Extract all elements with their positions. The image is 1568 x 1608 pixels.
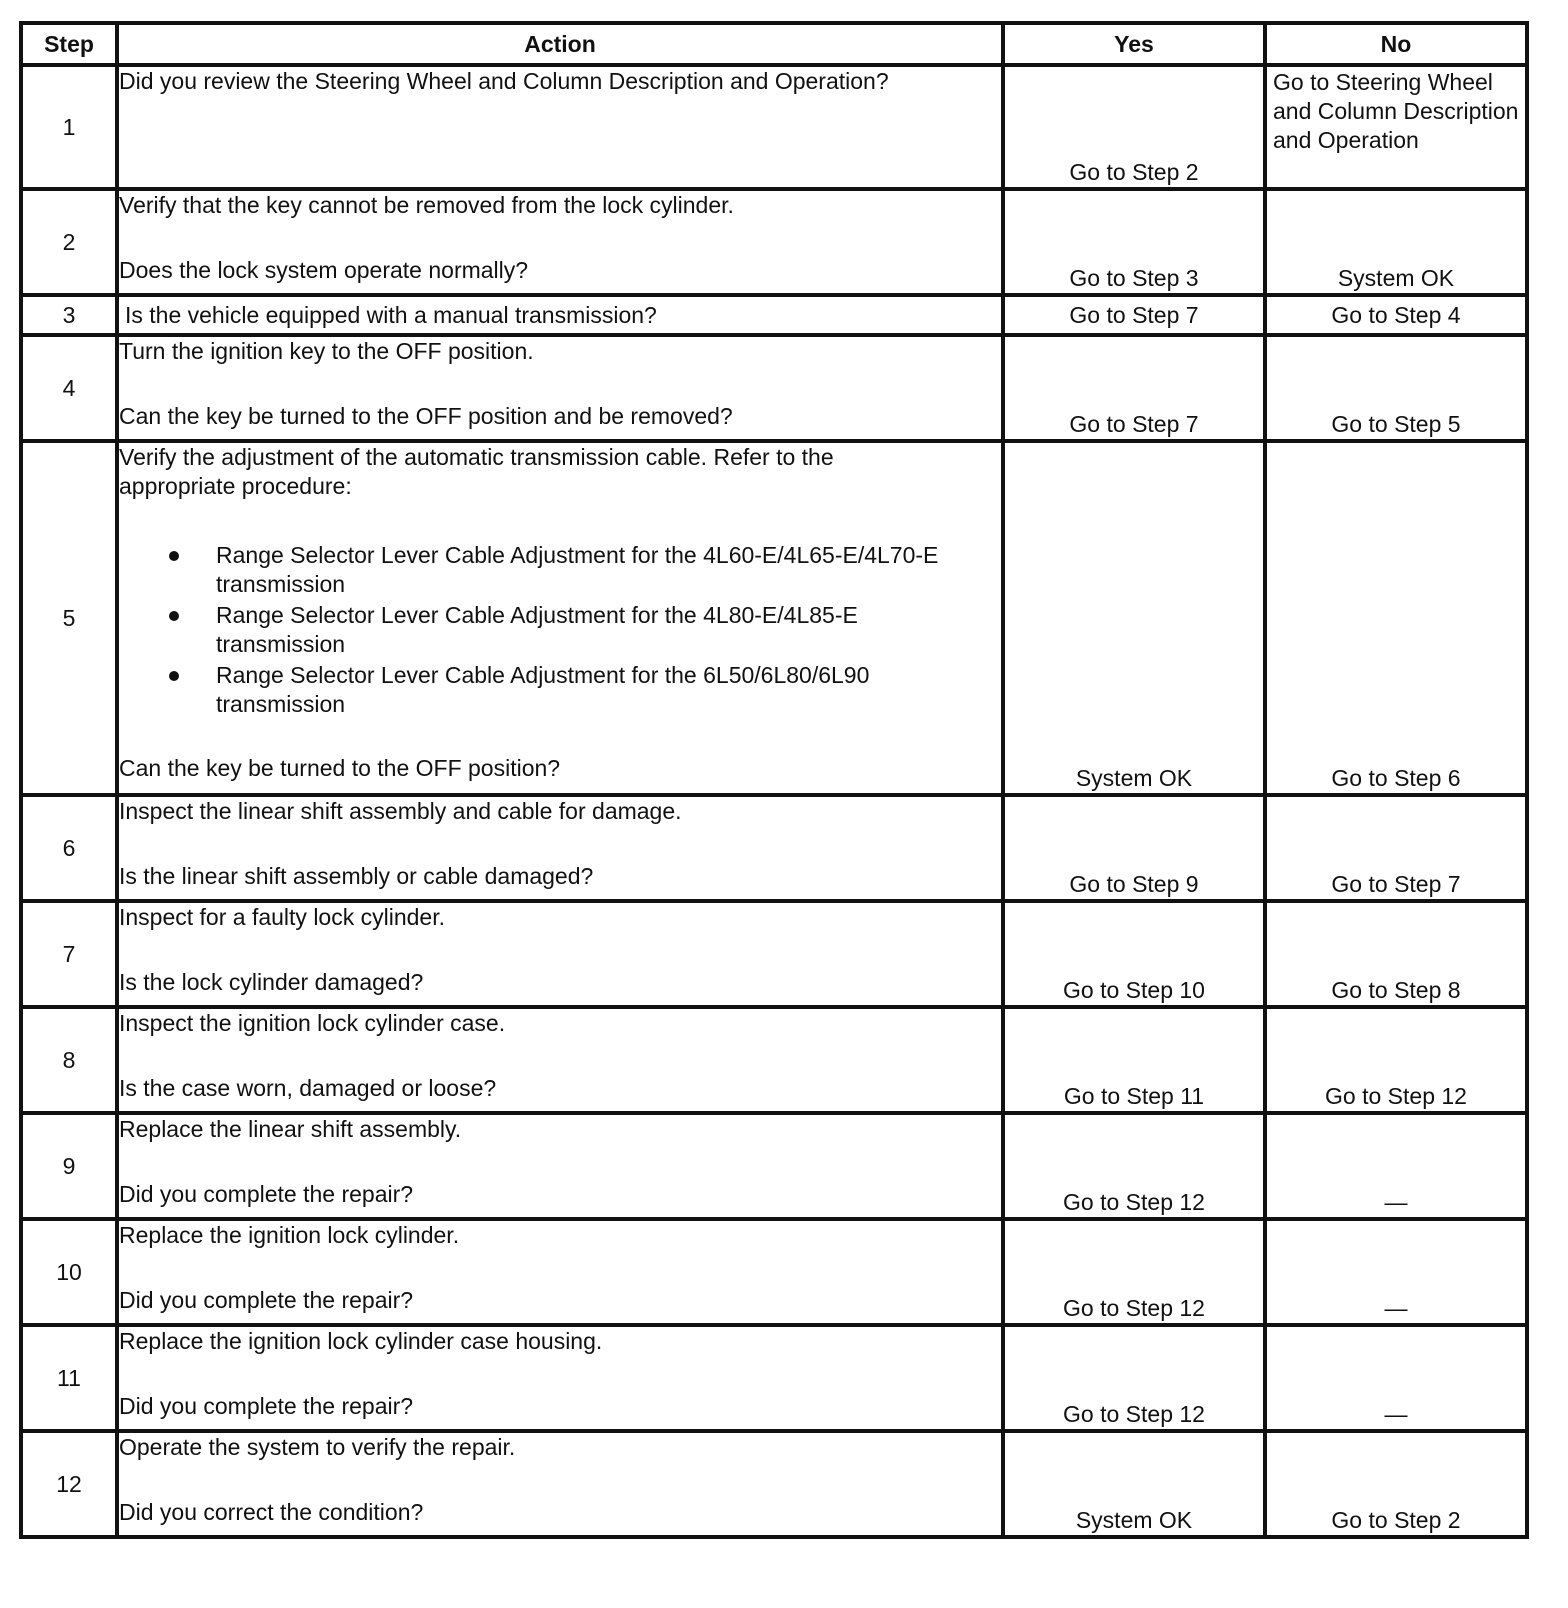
step-number: 2 bbox=[21, 189, 117, 295]
action-text: Did you review the Steering Wheel and Column Description and Operation? bbox=[119, 68, 889, 94]
step-number: 4 bbox=[21, 335, 117, 441]
procedure-item bbox=[216, 601, 961, 659]
step-number: 3 bbox=[21, 295, 117, 335]
yes-cell: Go to Step 7 bbox=[1003, 335, 1265, 441]
action-text: Replace the ignition lock cylinder case housing. bbox=[119, 1328, 603, 1354]
no-cell: — bbox=[1265, 1113, 1527, 1219]
yes-cell: Go to Step 7 bbox=[1003, 295, 1265, 335]
step-number: 10 bbox=[21, 1219, 117, 1325]
action-cell bbox=[117, 1113, 1003, 1219]
table-row bbox=[21, 795, 1527, 901]
step-number: 8 bbox=[21, 1007, 117, 1113]
table-row bbox=[21, 1219, 1527, 1325]
procedure-item bbox=[216, 661, 961, 719]
diagnostic-table bbox=[19, 21, 1529, 1539]
no-cell: Go to Step 2 bbox=[1265, 1431, 1527, 1537]
no-cell: Go to Step 6 bbox=[1265, 441, 1527, 795]
diagnostic-table-container bbox=[19, 21, 1529, 1539]
table-row bbox=[21, 901, 1527, 1007]
action-question: Can the key be turned to the OFF position? bbox=[119, 755, 561, 781]
action-cell bbox=[117, 65, 1003, 189]
action-text: Turn the ignition key to the OFF position. bbox=[119, 338, 534, 364]
yes-cell: Go to Step 2 bbox=[1003, 65, 1265, 189]
table-row bbox=[21, 441, 1527, 795]
header-action: Action bbox=[117, 23, 1003, 65]
action-cell bbox=[117, 1325, 1003, 1431]
action-text: Inspect the linear shift assembly and cable for damage. bbox=[119, 798, 682, 824]
yes-cell: Go to Step 9 bbox=[1003, 795, 1265, 901]
no-cell: — bbox=[1265, 1219, 1527, 1325]
no-cell: Go to Step 8 bbox=[1265, 901, 1527, 1007]
yes-cell: Go to Step 12 bbox=[1003, 1219, 1265, 1325]
no-cell: Go to Steering Wheel and Column Description and Operation bbox=[1265, 65, 1527, 189]
action-question: Did you complete the repair? bbox=[119, 1181, 414, 1207]
table-row bbox=[21, 1007, 1527, 1113]
procedure-text: Range Selector Lever Cable Adjustment for the 6L50/6L80/6L90 transmission bbox=[216, 662, 870, 717]
action-cell bbox=[117, 795, 1003, 901]
action-cell bbox=[117, 295, 1003, 335]
header-no: No bbox=[1265, 23, 1527, 65]
action-cell bbox=[117, 1219, 1003, 1325]
action-question: Did you correct the condition? bbox=[119, 1499, 424, 1525]
step-number: 1 bbox=[21, 65, 117, 189]
yes-cell: Go to Step 10 bbox=[1003, 901, 1265, 1007]
no-cell: Go to Step 5 bbox=[1265, 335, 1527, 441]
action-cell bbox=[117, 189, 1003, 295]
header-step: Step bbox=[21, 23, 117, 65]
yes-cell: Go to Step 3 bbox=[1003, 189, 1265, 295]
action-question: Can the key be turned to the OFF position and be removed? bbox=[119, 403, 733, 429]
step-number: 6 bbox=[21, 795, 117, 901]
procedure-list bbox=[119, 541, 1001, 719]
yes-cell: Go to Step 11 bbox=[1003, 1007, 1265, 1113]
action-question: Is the linear shift assembly or cable damaged? bbox=[119, 863, 594, 889]
action-cell bbox=[117, 1007, 1003, 1113]
action-text: Replace the linear shift assembly. bbox=[119, 1116, 462, 1142]
procedure-text: Range Selector Lever Cable Adjustment for the 4L60-E/4L65-E/4L70-E transmission bbox=[216, 542, 939, 597]
action-question: Did you complete the repair? bbox=[119, 1393, 414, 1419]
step-number: 9 bbox=[21, 1113, 117, 1219]
action-text: Is the vehicle equipped with a manual transmission? bbox=[125, 301, 657, 328]
procedure-item bbox=[216, 541, 961, 599]
table-row bbox=[21, 335, 1527, 441]
procedure-text: Range Selector Lever Cable Adjustment for the 4L80-E/4L85-E transmission bbox=[216, 602, 858, 657]
table-row bbox=[21, 1325, 1527, 1431]
yes-cell: Go to Step 12 bbox=[1003, 1325, 1265, 1431]
no-cell: Go to Step 12 bbox=[1265, 1007, 1527, 1113]
action-question: Did you complete the repair? bbox=[119, 1287, 414, 1313]
yes-cell: Go to Step 12 bbox=[1003, 1113, 1265, 1219]
action-text: Verify the adjustment of the automatic transmission cable. Refer to the appropriate procedure: bbox=[119, 444, 834, 499]
action-question: Is the lock cylinder damaged? bbox=[119, 969, 424, 995]
header-yes: Yes bbox=[1003, 23, 1265, 65]
action-cell bbox=[117, 441, 1003, 795]
action-question: Is the case worn, damaged or loose? bbox=[119, 1075, 497, 1101]
action-text: Operate the system to verify the repair. bbox=[119, 1434, 516, 1460]
table-row bbox=[21, 65, 1527, 189]
step-number: 5 bbox=[21, 441, 117, 795]
table-row bbox=[21, 1113, 1527, 1219]
step-number: 11 bbox=[21, 1325, 117, 1431]
action-cell bbox=[117, 1431, 1003, 1537]
action-question: Does the lock system operate normally? bbox=[119, 257, 529, 283]
no-cell: Go to Step 4 bbox=[1265, 295, 1527, 335]
no-cell: System OK bbox=[1265, 189, 1527, 295]
action-cell bbox=[117, 901, 1003, 1007]
header-row bbox=[21, 23, 1527, 65]
no-cell: — bbox=[1265, 1325, 1527, 1431]
table-row bbox=[21, 295, 1527, 335]
action-text: Inspect for a faulty lock cylinder. bbox=[119, 904, 445, 930]
table-row bbox=[21, 189, 1527, 295]
step-number: 12 bbox=[21, 1431, 117, 1537]
action-cell bbox=[117, 335, 1003, 441]
yes-cell: System OK bbox=[1003, 441, 1265, 795]
no-cell: Go to Step 7 bbox=[1265, 795, 1527, 901]
action-text: Inspect the ignition lock cylinder case. bbox=[119, 1010, 506, 1036]
action-text: Verify that the key cannot be removed from the lock cylinder. bbox=[119, 192, 734, 218]
action-text: Replace the ignition lock cylinder. bbox=[119, 1222, 460, 1248]
step-number: 7 bbox=[21, 901, 117, 1007]
table-row bbox=[21, 1431, 1527, 1537]
yes-cell: System OK bbox=[1003, 1431, 1265, 1537]
